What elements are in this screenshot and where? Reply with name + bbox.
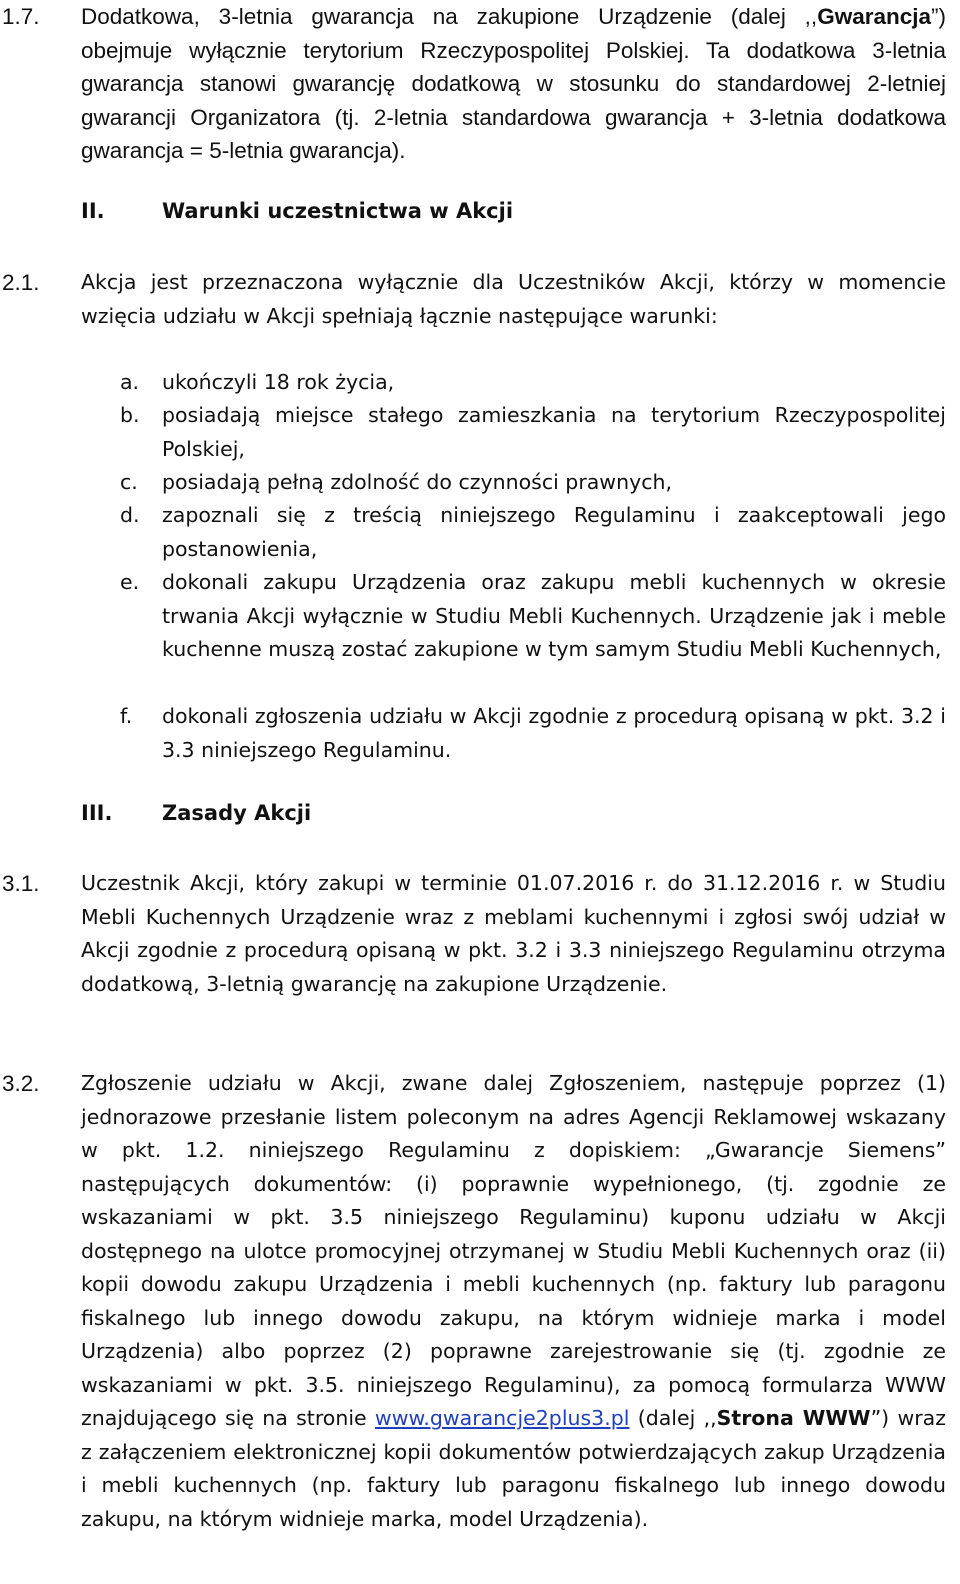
list-item-text: dokonali zgłoszenia udziału w Akcji zgodnie z procedurą opisaną w pkt. 3.2 i 3.3 niniejszego Regulaminu. (162, 704, 946, 762)
section-roman-numeral: II. (81, 199, 105, 223)
paragraph-number: 1.7. (2, 4, 40, 29)
paragraph-number: 3.2. (2, 1071, 40, 1096)
section-title: Warunki uczestnictwa w Akcji (162, 199, 514, 223)
paragraph-number: 2.1. (2, 270, 40, 295)
paragraph-text: Dodatkowa, 3-letnia gwarancja na zakupione Urządzenie (dalej ,,Gwarancja”) obejmuje wyłącznie terytorium Rzeczypospolitej Polskiej. Ta dodatkowa 3-letnia gwarancja stanowi gwarancję dodatkową w stosunku do standardowej 2-letniej gwarancji Organizatora (tj. 2-letnia standardowa gwarancja + 3-letnia dodatkowa gwarancja = 5-letnia gwarancja). (81, 4, 946, 163)
website-link[interactable]: www.gwarancje2plus3.pl (374, 1406, 630, 1430)
paragraph-number: 3.1. (2, 871, 40, 896)
paragraph-text: Zgłoszenie udziału w Akcji, zwane dalej Zgłoszeniem, następuje poprzez (1) jednorazowe przesłanie listem poleconym na adres Agencji Reklamowej wskazany w pkt. 1.2. niniejszego Regulaminu z dopiskiem: „Gwarancje Siemens” następujących dokumentów: (i) poprawnie wypełnionego, (tj. zgodnie ze wskazaniami w pkt. 3.5 niniejszego Regulaminu) kuponu udziału w Akcji dostępnego na ulotce promocyjnej otrzymanej w Studiu Mebli Kuchennych oraz (ii) kopii dowodu zakupu Urządzenia i mebli kuchennych (np. faktury lub paragonu fiskalnego lub innego dowodu zakupu, na którym widnieje marka i model Urządzenia) albo poprzez (2) poprawne zarejestrowanie się (tj. zgodnie ze wskazaniami w pkt. 3.5. niniejszego Regulaminu), za pomocą formularza WWW znajdującego się na stronie www.gwarancje2plus3.pl (dalej ,,Strona WWW”) wraz z załączeniem elektronicznej kopii dokumentów potwierdzających zakup Urządzenia i mebli kuchennych (np. faktury lub paragonu fiskalnego lub innego dowodu zakupu, na którym widnieje marka, model Urządzenia). (81, 1071, 946, 1531)
list-item-letter: a. (120, 370, 140, 394)
list-item-text: zapoznali się z treścią niniejszego Regulaminu i zaakceptowali jego postanowienia, (162, 503, 946, 561)
list-item-text: posiadają pełną zdolność do czynności prawnych, (162, 470, 672, 494)
list-item-letter: e. (120, 570, 140, 594)
paragraph-text: Akcja jest przeznaczona wyłącznie dla Uczestników Akcji, którzy w momencie wzięcia udziału w Akcji spełniają łącznie następujące warunki: (81, 270, 946, 328)
paragraph-text: Uczestnik Akcji, który zakupi w terminie 01.07.2016 r. do 31.12.2016 r. w Studiu Mebli Kuchennych Urządzenie wraz z meblami kuchennymi i zgłosi swój udział w Akcji zgodnie z procedurą opisaną w pkt. 3.2 i 3.3 niniejszego Regulaminu otrzyma dodatkową, 3-letnią gwarancję na zakupione Urządzenie. (81, 871, 946, 996)
list-item-text: ukończyli 18 rok życia, (162, 370, 395, 394)
section-title: Zasady Akcji (162, 801, 312, 825)
list-item-letter: f. (120, 704, 133, 728)
section-roman-numeral: III. (81, 801, 113, 825)
list-item-text: dokonali zakupu Urządzenia oraz zakupu mebli kuchennych w okresie trwania Akcji wyłącznie w Studiu Mebli Kuchennych. Urządzenie jak i meble kuchenne muszą zostać zakupione w tym samym Studiu Mebli Kuchennych, (162, 570, 946, 661)
list-item-letter: c. (120, 470, 138, 494)
list-item-letter: d. (120, 503, 140, 527)
list-item-letter: b. (120, 403, 140, 427)
list-item-text: posiadają miejsce stałego zamieszkania na terytorium Rzeczypospolitej Polskiej, (162, 403, 946, 461)
